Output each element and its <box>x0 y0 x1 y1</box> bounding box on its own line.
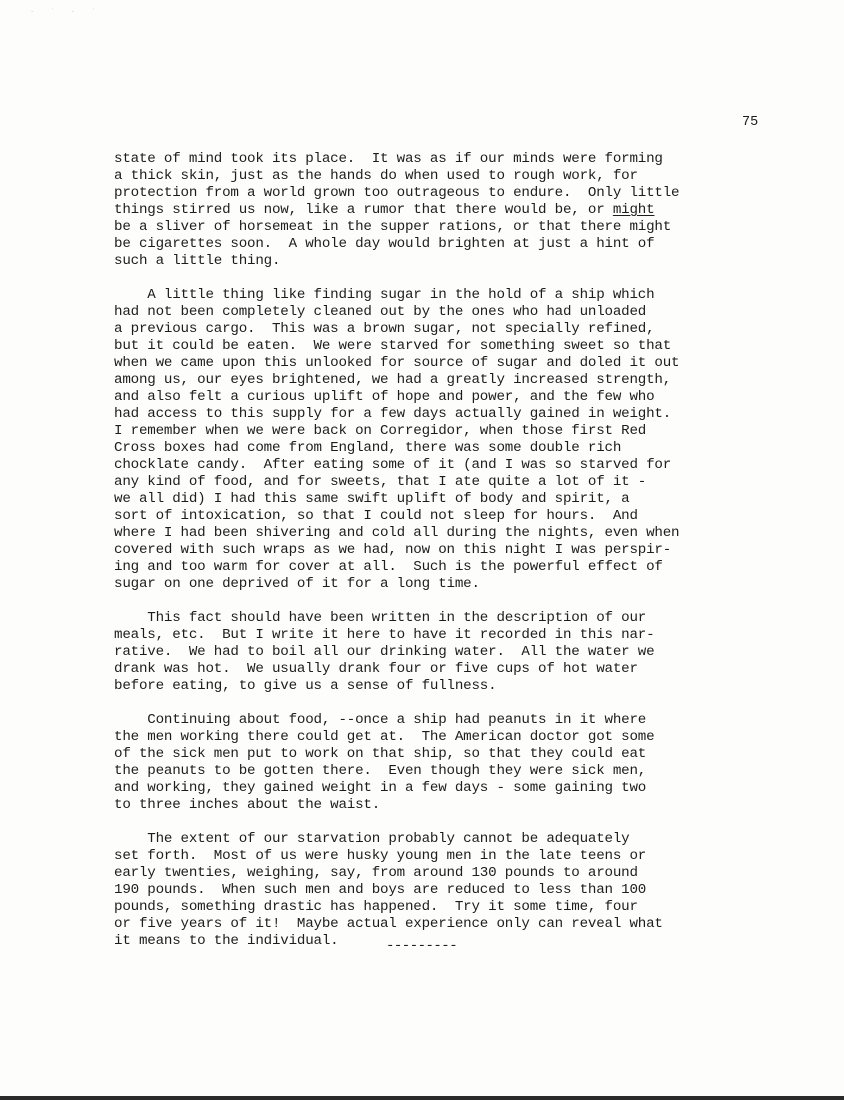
text-line: The extent of our starvation probably cannot be adequately <box>114 831 630 847</box>
text-line: drank was hot. We usually drank four or five cups of hot water <box>114 661 638 677</box>
text-line: when we came upon this unlooked for source of sugar and doled it out <box>114 355 680 371</box>
text-line: before eating, to give us a sense of fullness. <box>114 678 497 694</box>
text-line: sugar on one deprived of it for a long time. <box>114 576 480 592</box>
text-line: state of mind took its place. It was as if our minds were forming <box>114 151 663 167</box>
text-line: set forth. Most of us were husky young men in the late teens or <box>114 848 647 864</box>
text-line: a previous cargo. This was a brown sugar, not specially refined, <box>114 321 655 337</box>
text-line: to three inches about the waist. <box>114 797 381 813</box>
text-line: had access to this supply for a few days actually gained in weight. <box>114 406 672 422</box>
text-line: Continuing about food, --once a ship had peanuts in it where <box>114 712 647 728</box>
text-line: 190 pounds. When such men and boys are reduced to less than 100 <box>114 882 647 898</box>
document-body <box>114 151 804 967</box>
text-line: I remember when we were back on Corregidor, when those first Red <box>114 423 647 439</box>
scan-specks: · ˙ · ˙ <box>30 8 102 16</box>
paragraph <box>114 610 804 695</box>
text-line: Cross boxes had come from England, there was some double rich <box>114 440 622 456</box>
text-line: be cigarettes soon. A whole day would brighten at just a hint of <box>114 236 655 252</box>
scan-bottom-edge <box>0 1096 844 1100</box>
text-line: things stirred us now, like a rumor that there would be, or might <box>114 202 655 218</box>
text-line: where I had been shivering and cold all during the nights, even when <box>114 525 680 541</box>
section-divider: --------- <box>386 938 458 954</box>
text-line: A little thing like finding sugar in the hold of a ship which <box>114 287 655 303</box>
text-line: meals, etc. But I write it here to have it recorded in this nar- <box>114 627 655 643</box>
text-line: be a sliver of horsemeat in the supper rations, or that there might <box>114 219 672 235</box>
text-line: but it could be eaten. We were starved for something sweet so that <box>114 338 672 354</box>
text-line: such a little thing. <box>114 253 281 269</box>
text-line: covered with such wraps as we had, now on this night I was perspir- <box>114 542 672 558</box>
text-line: the peanuts to be gotten there. Even though they were sick men, <box>114 763 647 779</box>
paragraph <box>114 712 804 814</box>
paragraph <box>114 287 804 593</box>
text-line: the men working there could get at. The American doctor got some <box>114 729 655 745</box>
underlined-word: might <box>612 202 655 218</box>
text-line: among us, our eyes brightened, we had a greatly increased strength, <box>114 372 672 388</box>
text-line: it means to the individual. <box>114 933 339 949</box>
text-line: had not been completely cleaned out by the ones who had unloaded <box>114 304 647 320</box>
text-line: sort of intoxication, so that I could not sleep for hours. And <box>114 508 638 524</box>
text-line: any kind of food, and for sweets, that I ate quite a lot of it - <box>114 474 647 490</box>
text-line: rative. We had to boil all our drinking water. All the water we <box>114 644 655 660</box>
text-line: ing and too warm for cover at all. Such is the powerful effect of <box>114 559 663 575</box>
paragraph <box>114 151 804 270</box>
text-line: This fact should have been written in the description of our <box>114 610 647 626</box>
text-line: protection from a world grown too outrageous to endure. Only little <box>114 185 680 201</box>
text-line: of the sick men put to work on that ship, so that they could eat <box>114 746 647 762</box>
text-line: we all did) I had this same swift uplift of body and spirit, a <box>114 491 630 507</box>
text-line: or five years of it! Maybe actual experience only can reveal what <box>114 916 663 932</box>
text-line: and also felt a curious uplift of hope and power, and the few who <box>114 389 655 405</box>
text-line: early twenties, weighing, say, from around 130 pounds to around <box>114 865 638 881</box>
page-number: 75 <box>742 115 759 130</box>
text-line: and working, they gained weight in a few days - some gaining two <box>114 780 647 796</box>
text-line: chocklate candy. After eating some of it (and I was so starved for <box>114 457 672 473</box>
text-line: pounds, something drastic has happened. Try it some time, four <box>114 899 638 915</box>
text-line: a thick skin, just as the hands do when used to rough work, for <box>114 168 638 184</box>
paragraph <box>114 831 804 950</box>
